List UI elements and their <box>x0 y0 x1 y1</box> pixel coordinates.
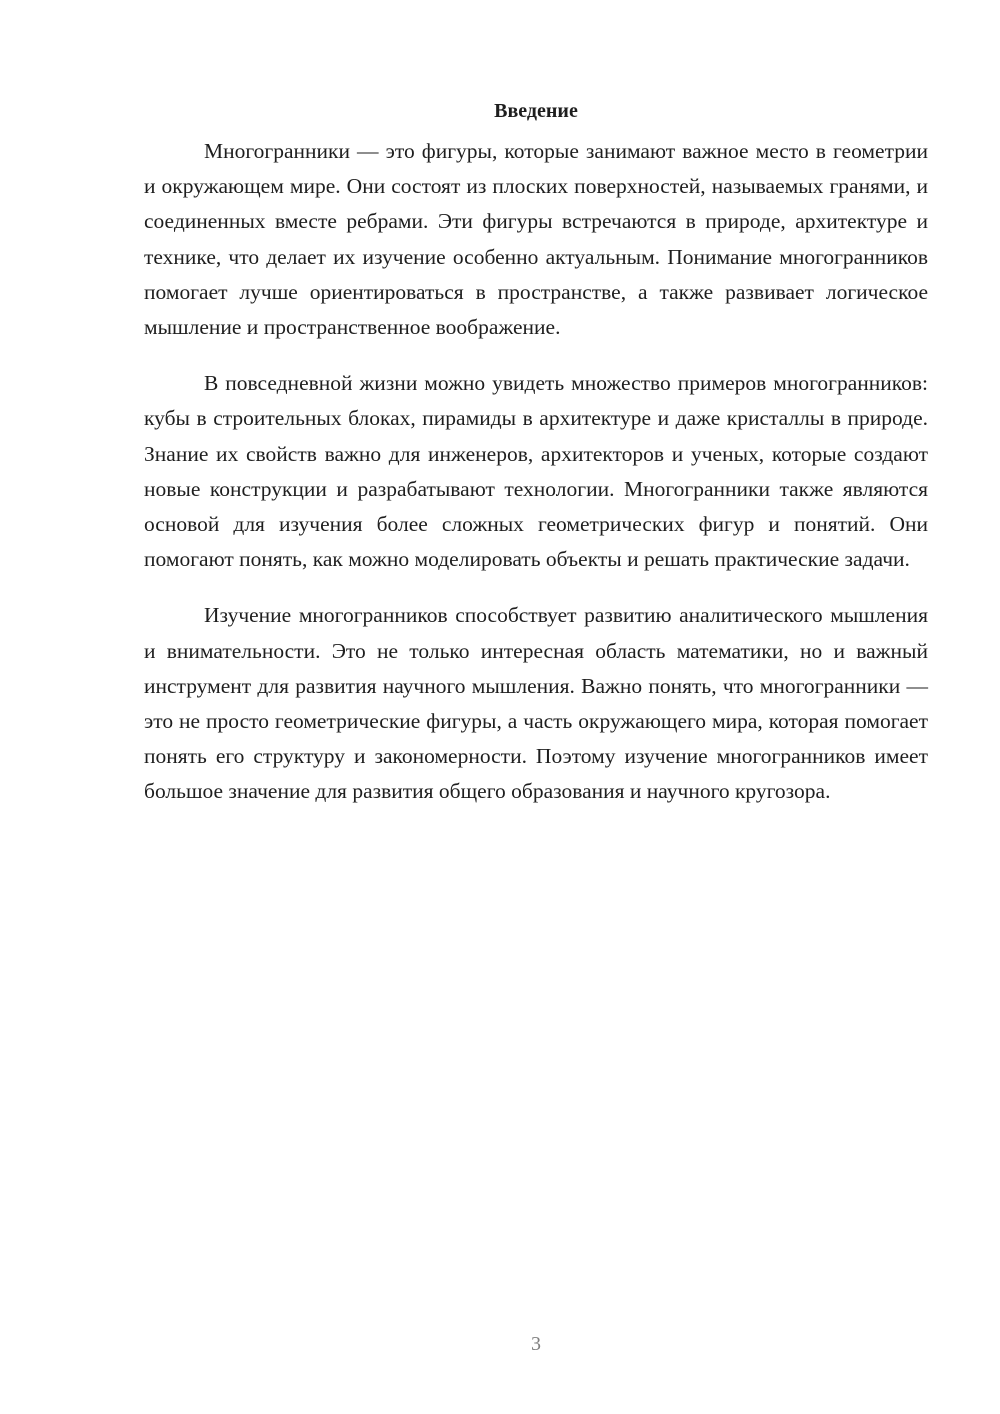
paragraph-1: Многогранники — это фигуры, которые занимают важное место в геометрии и окружающем мире. Они состоят из плоских поверхностей, называемых гранями, и соединенных вместе ребрами. Эти фигуры встречаются в природе, архитектуре и технике, что делает их изучение особенно актуальным. Понимание многогранников помогает лучше ориентироваться в пространстве, а также развивает логическое мышление и пространственное воображение. <box>144 139 928 340</box>
section-heading: Введение <box>494 100 578 122</box>
document-body <box>144 96 928 831</box>
paragraph-3: Изучение многогранников способствует развитию аналитического мышления и внимательности. Это не только интересная область математики, но и важный инструмент для развития научного мышления. Важно понять, что многогранники — это не просто геометрические фигуры, а часть окружающего мира, которая помогает понять его структуру и закономерности. Поэтому изучение многогранников имеет большое значение для развития общего образования и научного кругозора. <box>144 603 928 804</box>
paragraph-2: В повседневной жизни можно увидеть множество примеров многогранников: кубы в строительных блоках, пирамиды в архитектуре и даже кристаллы в природе. Знание их свойств важно для инженеров, архитекторов и ученых, которые создают новые конструкции и разрабатывают технологии. Многогранники также являются основой для изучения более сложных геометрических фигур и понятий. Они помогают понять, как можно моделировать объекты и решать практические задачи. <box>144 371 928 572</box>
page-number: 3 <box>531 1333 541 1355</box>
